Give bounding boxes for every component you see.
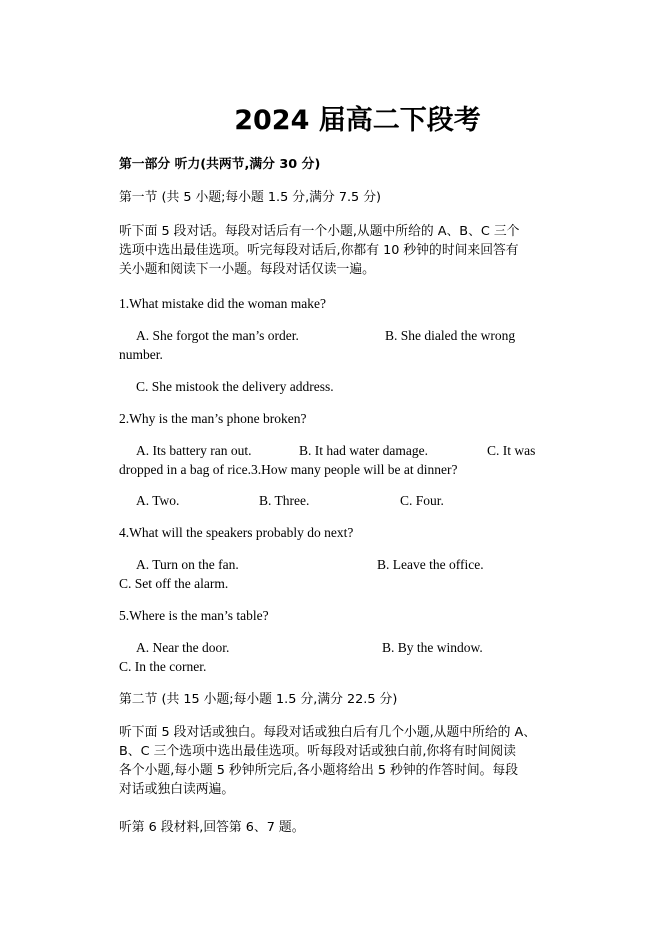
question-5-stem: 5.Where is the man’s table? — [119, 608, 269, 623]
instruction-line: 听下面 5 段对话或独白。每段对话或独白后有几个小题,从题中所给的 A、 — [119, 725, 537, 740]
q1-option-a: A. She forgot the man’s order. — [136, 328, 299, 343]
question-2-stem: 2.Why is the man’s phone broken? — [119, 411, 307, 426]
q1-option-c: C. She mistook the delivery address. — [136, 379, 334, 394]
page-title: 2024 届高二下段考 — [234, 105, 481, 136]
q5-option-c: C. In the corner. — [119, 659, 207, 674]
q2-option-a: A. Its battery ran out. — [136, 443, 252, 458]
instruction-line: 各个小题,每小题 5 秒钟所完后,各小题将给出 5 秒钟的作答时间。每段 — [119, 763, 519, 778]
instruction-line: 选项中选出最佳选项。听完每段对话后,你都有 10 秒钟的时间来回答有 — [119, 243, 519, 258]
instruction-line: B、C 三个选项中选出最佳选项。听每段对话或独白前,你将有时间阅读 — [119, 744, 516, 759]
question-4-stem: 4.What will the speakers probably do next? — [119, 525, 354, 540]
q2-option-c: C. It was — [487, 443, 536, 458]
part1-heading: 第一部分 听力(共两节,满分 30 分) — [119, 157, 321, 172]
instruction-line: 关小题和阅读下一小题。每段对话仅读一遍。 — [119, 262, 375, 277]
q1-option-b: B. She dialed the wrong — [385, 328, 516, 343]
q2-option-c-cont: dropped in a bag of rice.3.How many people will be at dinner? — [119, 462, 458, 477]
question-1-stem: 1.What mistake did the woman make? — [119, 296, 326, 311]
q1-option-b-cont: number. — [119, 347, 163, 362]
q2-option-b: B. It had water damage. — [299, 443, 428, 458]
section2-heading: 第二节 (共 15 小题;每小题 1.5 分,满分 22.5 分) — [119, 692, 398, 707]
instruction-line: 对话或独白读两遍。 — [119, 782, 235, 797]
material-6-note: 听第 6 段材料,回答第 6、7 题。 — [119, 820, 305, 835]
q5-option-b: B. By the window. — [382, 640, 483, 655]
q4-option-c: C. Set off the alarm. — [119, 576, 229, 591]
q3-option-c: C. Four. — [400, 493, 444, 508]
section2-instructions — [119, 723, 549, 799]
section1-instructions — [119, 222, 549, 279]
instruction-line: 听下面 5 段对话。每段对话后有一个小题,从题中所给的 A、B、C 三个 — [119, 224, 520, 239]
q3-option-a: A. Two. — [136, 493, 180, 508]
q4-option-b: B. Leave the office. — [377, 557, 484, 572]
q3-option-b: B. Three. — [259, 493, 310, 508]
q5-option-a: A. Near the door. — [136, 640, 230, 655]
q4-option-a: A. Turn on the fan. — [136, 557, 239, 572]
section1-heading: 第一节 (共 5 小题;每小题 1.5 分,满分 7.5 分) — [119, 190, 382, 205]
